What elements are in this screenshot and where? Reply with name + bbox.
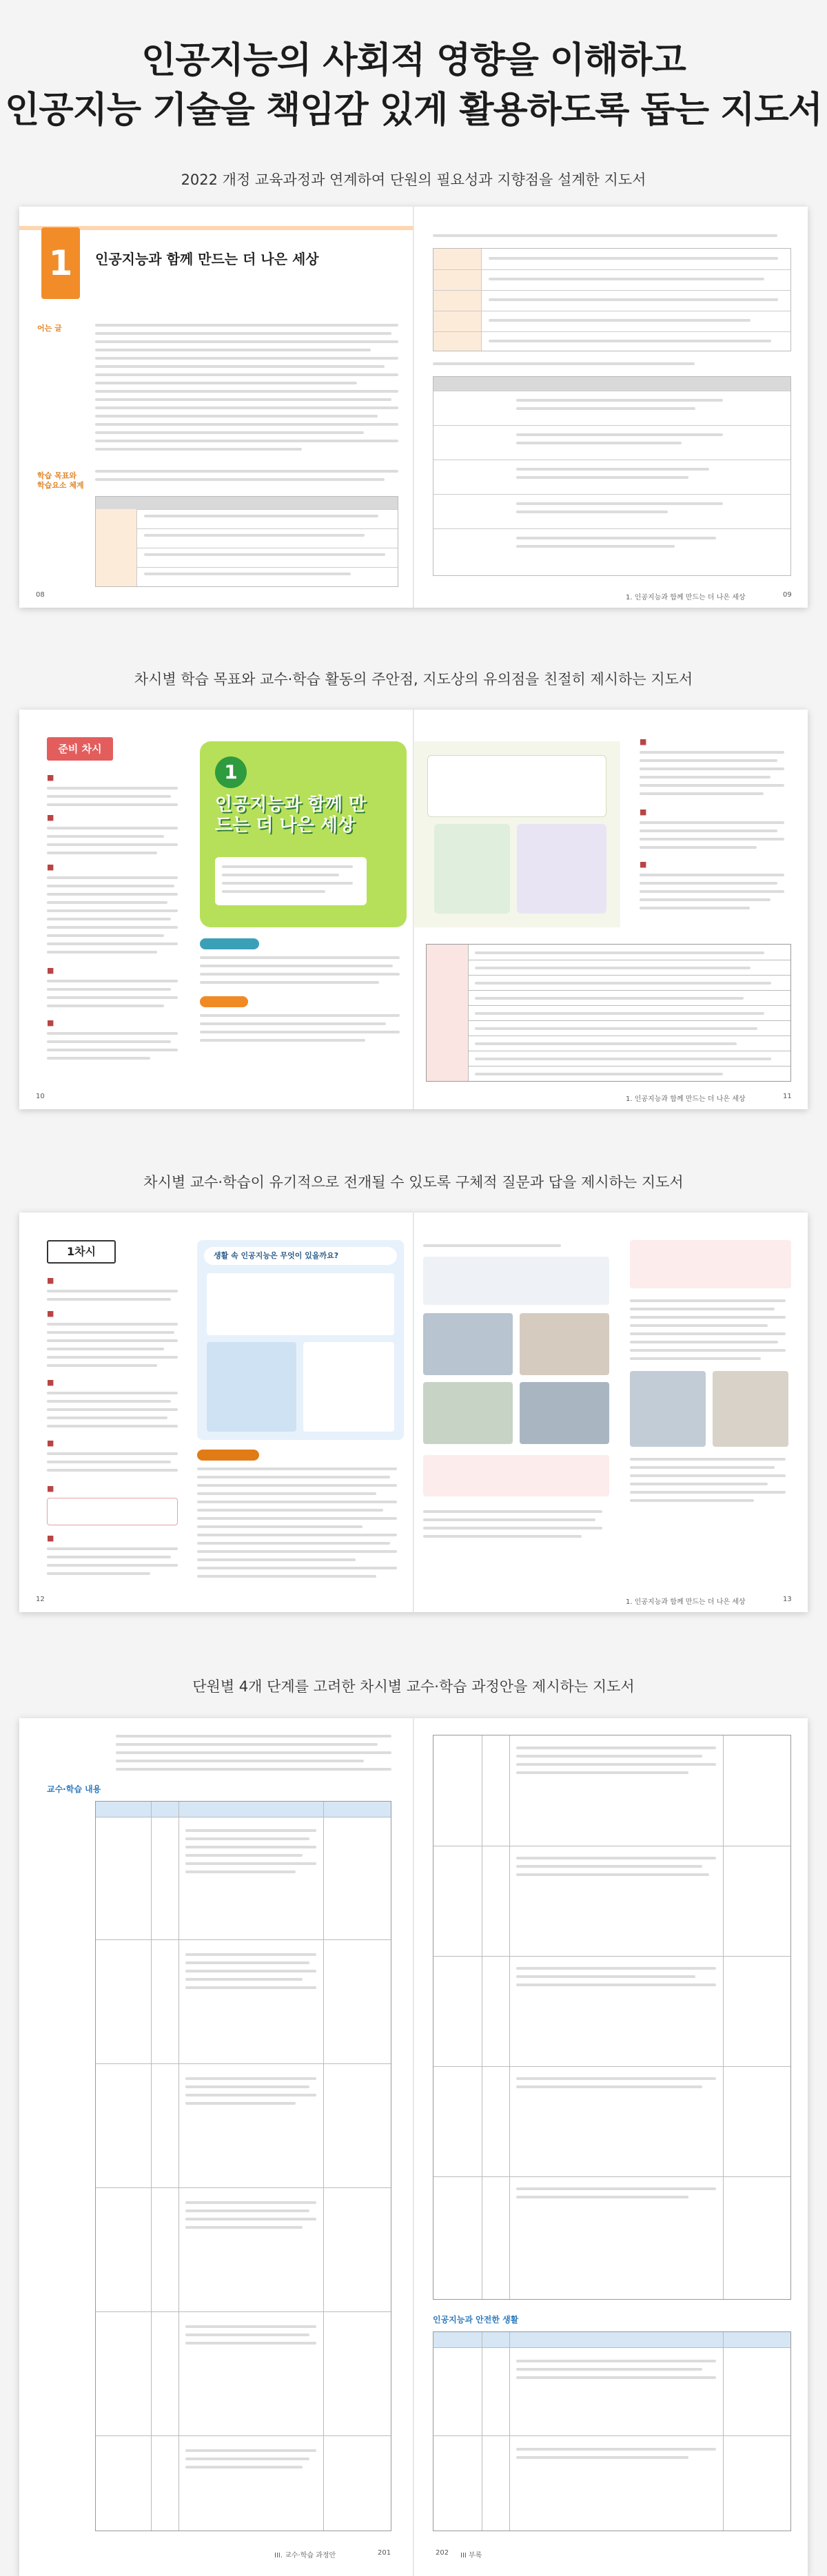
session-right-notes (630, 1240, 793, 1585)
footer-chapter: 1. 인공지능과 함께 만드는 더 나은 세상 (626, 1095, 746, 1103)
unit-title: 인공지능과 함께 만드는 더 나은 세상 (95, 251, 319, 267)
illustration-panel (414, 741, 620, 927)
lesson-plan-table-left (95, 1801, 391, 2531)
photo-activity-page (423, 1240, 616, 1585)
unit-opening-title: 인공지능과 함께 만드는 더 나은 세상 (215, 794, 367, 836)
goal-label: 학습 목표와 (37, 471, 76, 480)
unit-opening-panel (200, 741, 407, 927)
spread-fold (413, 207, 414, 608)
goal-label-2: 학습요소 체계 (37, 481, 84, 490)
hero-title-line-2: 인공지능 기술을 책임감 있게 활용하도록 돕는 지도서 (5, 90, 822, 131)
footer-chapter: 1. 인공지능과 함께 만드는 더 나은 세상 (626, 1598, 746, 1606)
spread-fold (413, 1213, 414, 1612)
spread-3-preview: 1차시 ■ ■ ■ ■ ■ ■ 생활 속 인공지능은 무엇이 있을까요? 12 1. 인공지능과 함께 만드는 더 나은 세상 13 (19, 1213, 808, 1612)
unit-number-circle: 1 (215, 756, 247, 788)
section-caption-2: 차시별 학습 목표와 교수·학습 활동의 주안점, 지도상의 유의점을 친절히 제시하는 지도서 (134, 671, 693, 688)
intro-label: 어는 글 (37, 324, 62, 333)
safety-plan-table (433, 2331, 791, 2531)
safety-heading: 인공지능과 안전한 생활 (433, 2315, 519, 2325)
session-label: 1차시 (47, 1240, 116, 1264)
page-number-left: 201 (378, 2549, 391, 2557)
lesson-plan-table-right (433, 1735, 791, 2300)
lesson-plan-table (433, 376, 791, 576)
spread-4-preview (19, 1718, 808, 2576)
page-number-right: 202 (436, 2549, 449, 2557)
hero-title-line-1: 인공지능의 사회적 영향을 이해하고 (141, 40, 686, 81)
page-number-left: 12 (36, 1596, 45, 1603)
spread-1-preview (19, 207, 808, 608)
page-number-left: 10 (36, 1093, 45, 1100)
footer-appendix: III 부록 (460, 2552, 482, 2559)
section-caption-4: 단원별 4개 단계를 고려한 차시별 교수·학습 과정안을 제시하는 지도서 (192, 1678, 635, 1695)
standards-table (433, 248, 791, 351)
spread-2-preview: 준비 차시 ■ ■ ■ ■ ■ 1 인공지능과 함께 만드는 더 나은 세상 ■ ■ ■ 10 1. 인공지능과 함께 만드는 더 나은 세상 11 (19, 710, 808, 1109)
page-number-right: 09 (783, 591, 792, 599)
content-heading: 교수·학습 내용 (47, 1784, 101, 1794)
unit-summary-box (215, 857, 367, 905)
prep-plan-table (426, 944, 791, 1082)
footer-chapter: 1. 인공지능과 함께 만드는 더 나은 세상 (626, 594, 746, 601)
page-number-right: 13 (783, 1596, 792, 1603)
section-caption-1: 2022 개정 교육과정과 연계하여 단원의 필요성과 지향점을 설계한 지도서 (181, 172, 646, 188)
unit-number: 1 (41, 227, 80, 299)
learning-element-table (95, 496, 398, 587)
question-card (197, 1240, 404, 1440)
footer-section: III. 교수·학습 과정안 (274, 2552, 336, 2559)
section-caption-3: 차시별 교수·학습이 유기적으로 전개될 수 있도록 구체적 질문과 답을 제시하는 지도서 (143, 1174, 684, 1191)
page-number-right: 11 (783, 1093, 792, 1100)
lesson-question: 생활 속 인공지능은 무엇이 있을까요? (214, 1251, 339, 1260)
page-number-left: 08 (36, 591, 45, 599)
spread-fold (413, 1718, 414, 2576)
prep-session-badge: 준비 차시 (47, 737, 113, 761)
